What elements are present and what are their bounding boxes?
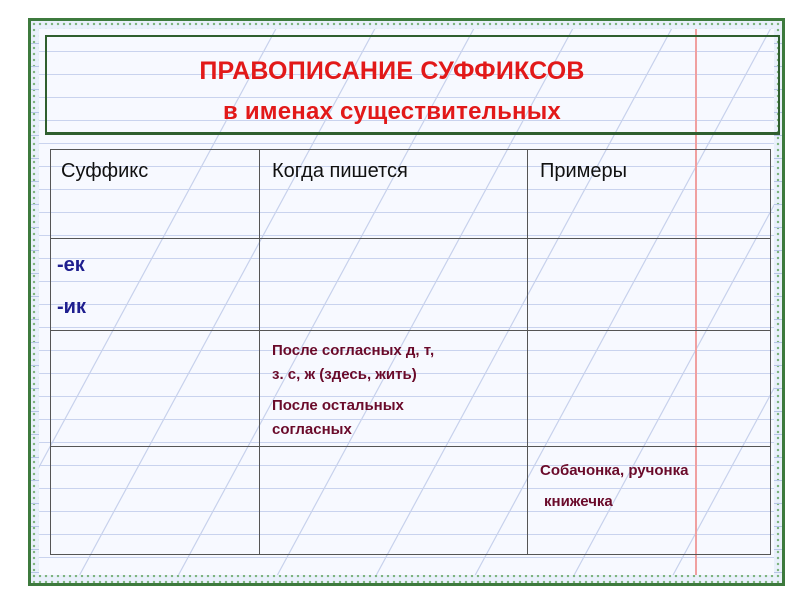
header-when-written: Когда пишется (272, 160, 408, 182)
title-box (45, 35, 780, 135)
notebook-frame (28, 18, 785, 586)
page-title: ПРАВОПИСАНИЕ СУФФИКСОВ (199, 57, 585, 85)
header-suffix: Суффикс (61, 160, 149, 182)
suffix-ek: -ек (57, 254, 85, 276)
rule-line: согласных (272, 421, 352, 438)
page-subtitle: в именах существительных (223, 98, 561, 125)
header-examples: Примеры (540, 160, 628, 182)
suffix-table (50, 149, 771, 555)
table-column-divider (527, 150, 528, 554)
table-row-divider (51, 446, 770, 447)
rule-line: После согласных д, т, (272, 342, 435, 359)
rule-line: После остальных (272, 397, 404, 414)
table-column-divider (259, 150, 260, 554)
table-row-divider (51, 238, 770, 239)
example-line: книжечка (544, 493, 613, 510)
example-line: Собачонка, ручонка (540, 462, 689, 479)
table-row-divider (51, 330, 770, 331)
lined-paper-background (39, 29, 774, 575)
rule-line: з. с, ж (здесь, жить) (272, 366, 417, 383)
suffix-ik: -ик (57, 296, 86, 318)
